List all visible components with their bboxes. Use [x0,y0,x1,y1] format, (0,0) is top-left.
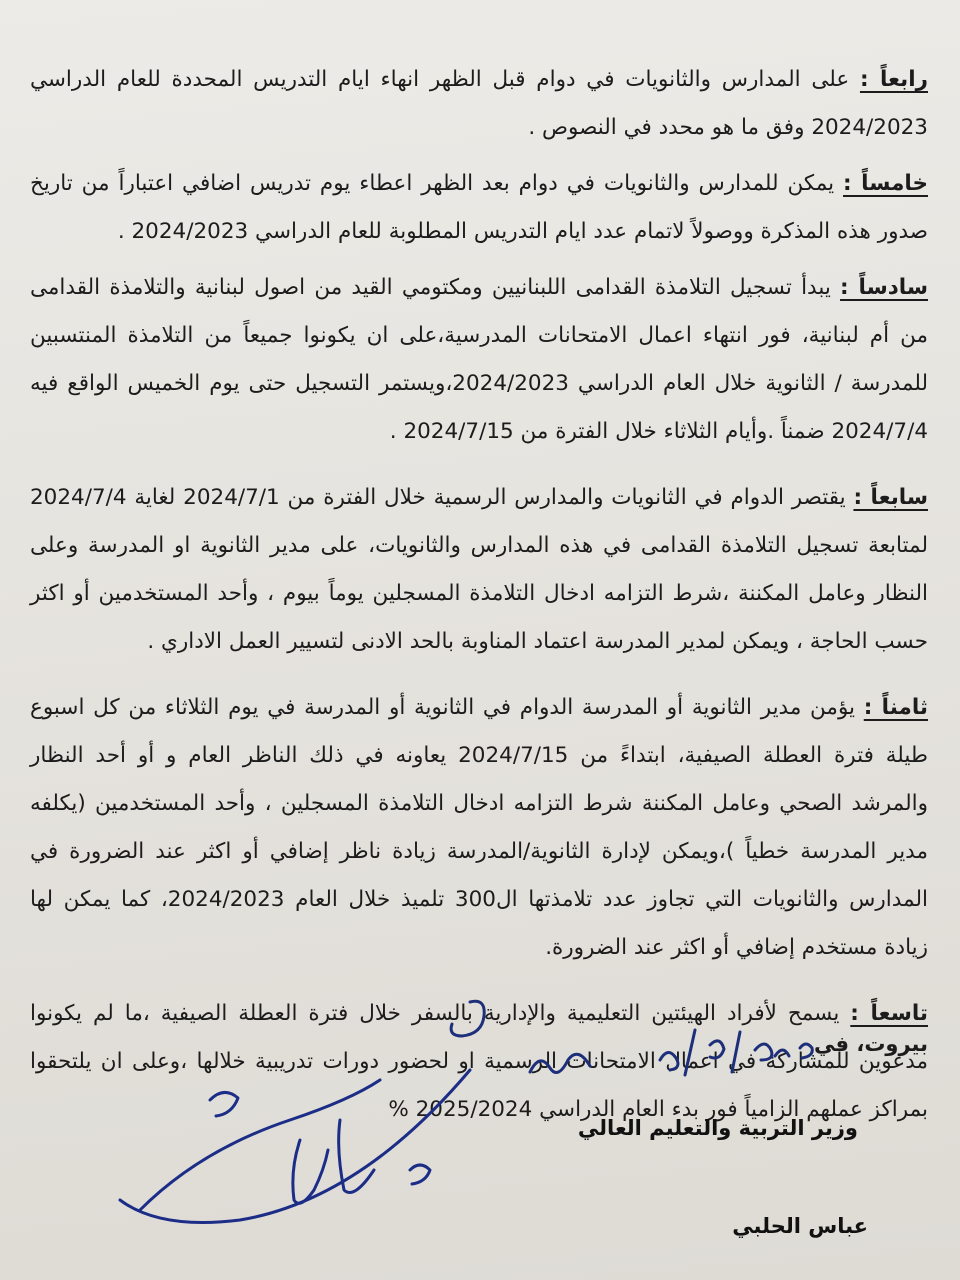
document-body [30,56,928,1152]
section-text: يمكن للمدارس والثانويات في دوام بعد الظهر اعطاء يوم تدريس اضافي اعتباراً من تاريخ صدور هذه المذكرة ووصولاً لاتمام عدد ايام التدريس المطلوبة للعام الدراسي 2024/2023 . [30,171,928,244]
section-text: يبدأ تسجيل التلامذة القدامى اللبنانيين ومكتومي القيد من اصول لبنانية والتلامذة القدامى من أم لبنانية، فور انتهاء اعمال الامتحانات المدرسية،على ان يكونوا جميعاً من التلامذة المنتسبين للمدرسة / الثانوية خلال العام الدراسي 2024/2023،ويستمر التسجيل حتى يوم الخميس الواقع فيه 2024/7/4 ضمناً .وأيام الثلاثاء خلال الفترة من 2024/7/15 . [30,275,928,444]
place-date-label: بيروت، في [814,1032,928,1056]
section-text: يسمح لأفراد الهيئتين التعليمية والإدارية بالسفر خلال فترة العطلة الصيفية ،ما لم يكونوا مدعوين للمشاركة في اعمال الامتحانات الرسمية او لحضور دورات تدريبية خلالها ،وعلى ان يلتحقوا بمراكز عملهم الزامياً فور بدء العام الدراسي 2025/2024 % [30,1001,928,1122]
section-text: على المدارس والثانويات في دوام قبل الظهر انهاء ايام التدريس المحددة للعام الدراسي 2024/2023 وفق ما هو محدد في النصوص . [30,67,928,140]
minister-title: وزير التربية والتعليم العالي [577,1116,858,1140]
section-text: يؤمن مدير الثانوية أو المدرسة الدوام في الثانوية أو المدرسة في يوم الثلاثاء من كل اسبوع طيلة فترة العطلة الصيفية، ابتداءً من 2024/7/15 يعاونه في ذلك الناظر العام و أو أحد النظار والمرشد الصحي وعامل المكننة شرط التزامه ادخال التلامذة المسجلين ، وأحد المستخدمين (يكلفه مدير المدرسة خطياً )،ويمكن لإدارة الثانوية/المدرسة زيادة ناظر إضافي أو اكثر عند الضرورة في المدارس والثانويات التي تجاوز عدد تلامذتها ال300 تلميذ خلال العام 2024/2023، كما يمكن لها زيادة مستخدم إضافي أو اكثر عند الضرورة. [30,695,929,960]
section-label: سادساً : [840,275,928,300]
section-label: تاسعاً : [850,1001,928,1026]
section-label: رابعاً : [859,67,928,92]
section-5 [30,160,928,256]
section-6 [30,264,928,456]
section-label: خامساً : [843,171,929,196]
section-4 [30,56,928,152]
section-label: سابعاً : [853,485,928,510]
place-date-line [814,1032,928,1056]
section-label: ثامناً : [863,695,928,720]
minister-name: عباس الحلبي [732,1214,868,1238]
section-text: يقتصر الدوام في الثانويات والمدارس الرسمية خلال الفترة من 2024/7/1 لغاية 2024/7/4 لمتابعة تسجيل التلامذة القدامى في هذه المدارس والثانويات، على مدير الثانوية او المدرسة وعلى النظار وعامل المكننة ،شرط التزامه ادخال التلامذة المسجلين يوماً بيوم ، وأحد المستخدمين أو اكثر حسب الحاجة ، ويمكن لمدير المدرسة اعتماد المناوبة بالحد الادنى لتسيير العمل الاداري . [30,485,928,654]
section-7 [30,474,928,666]
section-9 [30,990,928,1134]
section-8 [30,684,928,972]
